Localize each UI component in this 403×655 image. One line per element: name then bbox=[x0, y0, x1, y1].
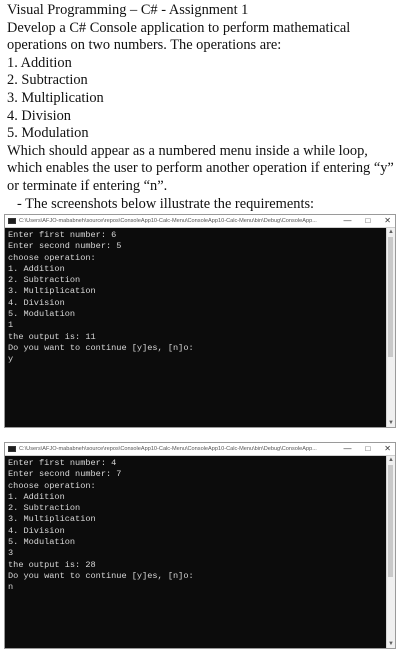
console-line: 2. Subtraction bbox=[8, 503, 81, 514]
console-line: 4. Division bbox=[8, 297, 65, 308]
console-line: Enter first number: 6 bbox=[8, 230, 117, 240]
console-line: 2. Subtraction bbox=[8, 275, 81, 286]
window-title: C:\Users\AFJO-mababneh\source\repos\ConsoleApp10-Calc-Menu\ConsoleApp10-Calc-Menu\bin\Debug\ConsoleApp... bbox=[19, 446, 317, 452]
assignment-note: - The screenshots below illustrate the requirements: bbox=[17, 195, 315, 212]
console-line: Enter second number: 5 bbox=[8, 241, 122, 252]
scrollbar-thumb[interactable] bbox=[388, 465, 393, 577]
vertical-scrollbar[interactable] bbox=[386, 228, 395, 427]
vertical-scrollbar[interactable] bbox=[386, 456, 395, 648]
scrollbar-thumb[interactable] bbox=[388, 237, 393, 357]
console-line: 4. Division bbox=[8, 525, 65, 536]
console-line: choose operation: bbox=[8, 480, 96, 491]
console-window-2[interactable] bbox=[4, 442, 396, 649]
maximize-icon[interactable]: □ bbox=[365, 444, 371, 453]
console-line: 1. Addition bbox=[8, 491, 65, 502]
assignment-text bbox=[7, 2, 399, 213]
console-line: 3. Multiplication bbox=[8, 286, 96, 297]
console-output bbox=[8, 230, 385, 366]
close-icon[interactable]: ✕ bbox=[384, 444, 391, 453]
scroll-down-icon[interactable]: ▼ bbox=[388, 641, 394, 647]
console-window-1[interactable] bbox=[4, 214, 396, 428]
operation-item: 4. Division bbox=[7, 107, 71, 124]
console-line: Do you want to continue [y]es, [n]o: bbox=[8, 342, 194, 353]
console-line: choose operation: bbox=[8, 252, 96, 263]
console-line: 1 bbox=[8, 320, 14, 331]
window-titlebar[interactable] bbox=[5, 443, 395, 456]
console-line: 1. Addition bbox=[8, 263, 65, 274]
console-line: n bbox=[8, 582, 14, 593]
operation-item: 5. Modulation bbox=[7, 125, 89, 142]
console-line: Enter first number: 4 bbox=[8, 458, 117, 468]
window-controls bbox=[343, 443, 391, 455]
operation-item: 3. Multiplication bbox=[7, 89, 104, 106]
console-app-icon bbox=[8, 446, 16, 452]
scroll-up-icon[interactable]: ▲ bbox=[388, 457, 394, 463]
scroll-down-icon[interactable]: ▼ bbox=[388, 420, 394, 426]
assignment-requirement: Which should appear as a numbered menu inside a while loop, which enables the user to perform another operation if entering “y” or terminate if entering “n”. bbox=[7, 142, 394, 194]
console-line: the output is: 11 bbox=[8, 331, 96, 342]
console-line: 5. Modulation bbox=[8, 537, 76, 548]
console-output bbox=[8, 458, 385, 594]
console-app-icon bbox=[8, 218, 16, 224]
assignment-intro: Develop a C# Console application to perform mathematical operations on two numbers. The operations are: bbox=[7, 19, 351, 54]
close-icon[interactable]: ✕ bbox=[384, 216, 391, 225]
console-line: Enter second number: 7 bbox=[8, 469, 122, 480]
maximize-icon[interactable]: □ bbox=[365, 216, 371, 225]
minimize-icon[interactable]: — bbox=[343, 444, 352, 453]
console-line: 3. Multiplication bbox=[8, 514, 96, 525]
console-line: y bbox=[8, 354, 14, 365]
window-title: C:\Users\AFJO-mababneh\source\repos\ConsoleApp10-Calc-Menu\ConsoleApp10-Calc-Menu\bin\Debug\ConsoleApp... bbox=[19, 218, 317, 224]
operation-item: 1. Addition bbox=[7, 54, 72, 71]
console-line: Do you want to continue [y]es, [n]o: bbox=[8, 570, 194, 581]
assignment-title: Visual Programming – C# - Assignment 1 bbox=[7, 2, 249, 18]
scroll-up-icon[interactable]: ▲ bbox=[388, 229, 394, 235]
window-controls bbox=[343, 215, 391, 227]
console-line: the output is: 28 bbox=[8, 559, 96, 570]
console-line: 3 bbox=[8, 548, 14, 559]
window-titlebar[interactable] bbox=[5, 215, 395, 228]
minimize-icon[interactable]: — bbox=[343, 216, 352, 225]
console-line: 5. Modulation bbox=[8, 309, 76, 320]
operation-item: 2. Subtraction bbox=[7, 72, 88, 89]
